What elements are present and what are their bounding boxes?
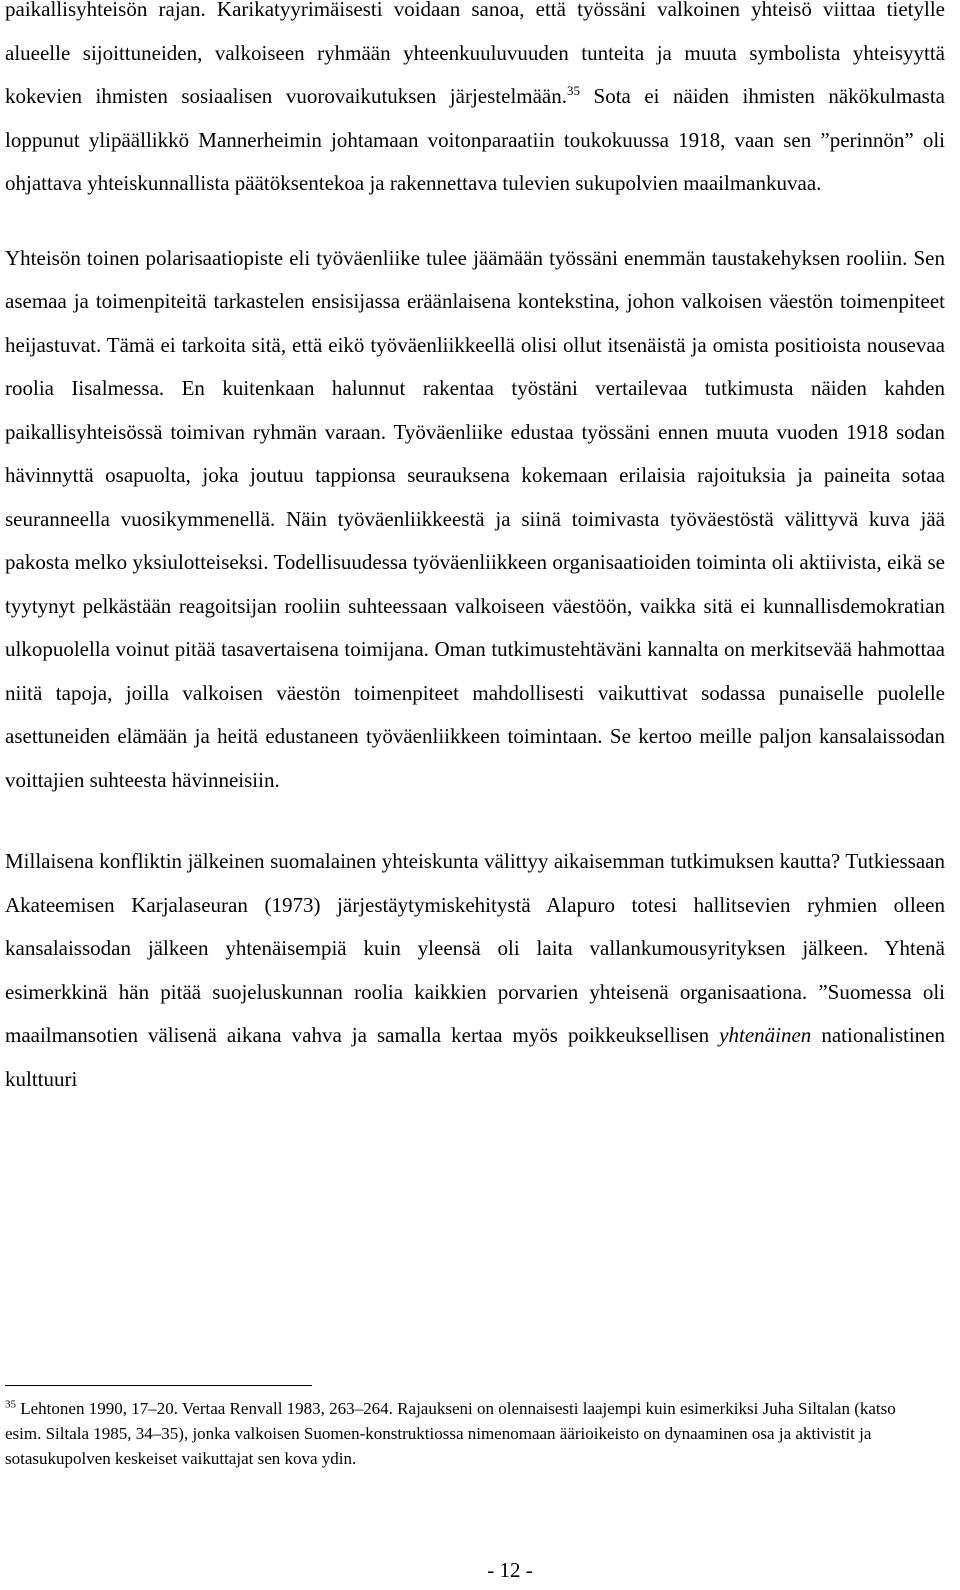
paragraph-3-text-a: Millaisena konfliktin jälkeinen suomalainen yhteiskunta välittyy aikaisemman tutkimuksen kautta? Tutkiessaan Akateemisen Karjalaseuran (1973) järjestäytymiskehitystä Alapuro totesi hallitsevien ryhmien olleen kansalaissodan jälkeen yhtenäisempiä kuin yleensä oli laita vallankumousyrityksen jälkeen. Yhtenä esimerkkinä hän pitää suojeluskunnan roolia kaikkien porvarien yhteisenä organisaationa. ”Suomessa oli maailmansotien välisenä aikana vahva ja samalla kertaa myös poikkeuksellisen (5, 849, 945, 1047)
paragraph-1 (5, 0, 945, 206)
footnote-separator (5, 1385, 312, 1386)
footnote-35 (5, 1396, 915, 1471)
paragraph-3-emphasis: yhtenäinen (719, 1023, 812, 1047)
footnote-number: 35 (5, 1398, 16, 1411)
paragraph-1-text-b: Sota ei näiden ihmisten näkökulmasta loppunut ylipäällikkö Mannerheimin johtamaan voitonparaatiin toukokuussa 1918, vaan sen ”perinnön” oli ohjattava yhteiskunnallista päätöksentekoa ja rakennettava tulevien sukupolvien maailmankuvaa. (5, 84, 945, 195)
footnote-text: Lehtonen 1990, 17–20. Vertaa Renvall 1983, 263–264. Rajaukseni on olennaisesti laajempi kuin esimerkiksi Juha Siltalan (katso esim. Siltala 1985, 34–35), jonka valkoisen Suomen-konstruktiossa nimenomaan äärioikeisto on dynaaminen osa ja aktivistit ja sotasukupolven keskeiset vaikuttajat sen kova ydin. (5, 1399, 896, 1468)
footnotes-section (5, 1385, 915, 1471)
page-number: - 12 - (487, 1558, 533, 1582)
footnote-reference-35: 35 (567, 83, 580, 98)
paragraph-1-text-a: paikallisyhteisön rajan. Karikatyyrimäisesti voidaan sanoa, että työssäni valkoinen yhteisö viittaa tietylle alueelle sijoittuneiden, valkoiseen ryhmään yhteenkuuluvuuden tunteita ja muuta symbolista yhteisyyttä kokevien ihmisten sosiaalisen vuorovaikutuksen järjestelmään. (5, 0, 945, 108)
document-page (5, 0, 945, 1101)
paragraph-2: Yhteisön toinen polarisaatiopiste eli työväenliike tulee jäämään työssäni enemmän taustakehyksen rooliin. Sen asemaa ja toimenpiteitä tarkastelen ensisijassa eräänlaisena kontekstina, johon valkoisen väestön toimenpiteet heijastuvat. Tämä ei tarkoita sitä, että eikö työväenliikkeellä olisi ollut itsenäistä ja omista positioista nousevaa roolia Iisalmessa. En kuitenkaan halunnut rakentaa työstäni vertailevaa tutkimusta näiden kahden paikallisyhteisössä toimivan ryhmän varaan. Työväenliike edustaa työssäni ennen muuta vuoden 1918 sodan hävinnyttä osapuolta, joka joutuu tappionsa seurauksena kokemaan erilaisia rajoituksia ja paineita sotaa seuranneella vuosikymmenellä. Näin työväenliikkeestä ja siinä toimivasta työväestöstä välittyvä kuva jää pakosta melko yksiulotteiseksi. Todellisuudessa työväenliikkeen organisaatioiden toiminta oli aktiivista, eikä se tyytynyt pelkästään reagoitsijan rooliin suhteessaan valkoiseen väestöön, vaikka sitä ei kunnallisdemokratian ulkopuolella voinut pitää tasavertaisena toimijana. Oman tutkimustehtäväni kannalta on merkitsevää hahmottaa niitä tapoja, joilla valkoisen väestön toimenpiteet mahdollisesti vaikuttivat sodassa punaiselle puolelle asettuneiden elämään ja heitä edustaneen työväenliikkeen toimintaan. Se kertoo meille paljon kansalaissodan voittajien suhteesta hävinneisiin. (5, 245, 945, 792)
paragraph-3 (5, 840, 945, 1101)
paragraph-3-text-b: nationalistinen kulttuuri (5, 1023, 945, 1091)
